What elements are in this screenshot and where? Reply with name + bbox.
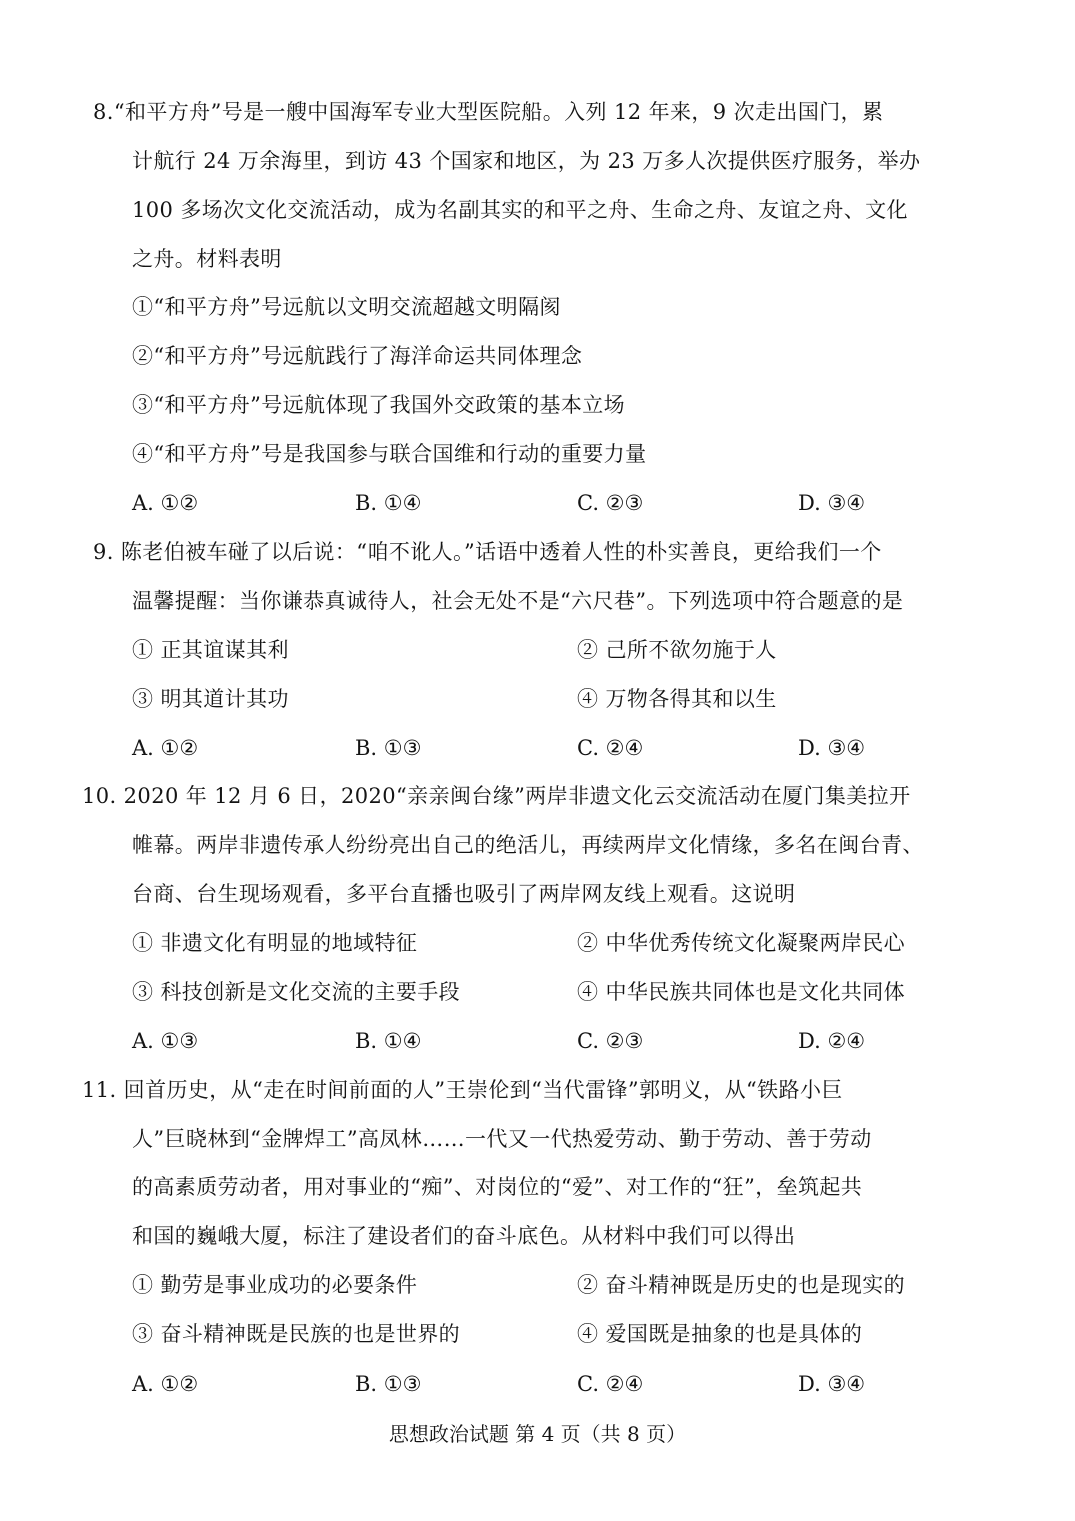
question-9-statement-2: ② 己所不欲勿施于人 [577, 638, 777, 662]
question-9-choice-d[interactable]: D. ③④ [798, 736, 866, 760]
question-8-stem-line: 之舟。材料表明 [132, 247, 282, 271]
page-footer: 思想政治试题 第 4 页（共 8 页） [388, 1422, 687, 1446]
question-11-choice-c[interactable]: C. ②④ [577, 1372, 644, 1396]
question-9-stem-line: 9. 陈老伯被车碰了以后说：“咱不讹人。”话语中透着人性的朴实善良，更给我们一个 [93, 540, 882, 564]
question-11-statement-1: ① 勤劳是事业成功的必要条件 [132, 1273, 418, 1297]
question-11-stem-line: 和国的巍峨大厦，标注了建设者们的奋斗底色。从材料中我们可以得出 [132, 1224, 796, 1248]
question-11-stem-line: 的高素质劳动者，用对事业的“痴”、对岗位的“爱”、对工作的“狂”，垒筑起共 [132, 1175, 863, 1199]
question-8-stem-line: 100 多场次文化交流活动，成为名副其实的和平之舟、生命之舟、友谊之舟、文化 [132, 198, 908, 222]
question-10-statement-4: ④ 中华民族共同体也是文化共同体 [577, 980, 906, 1004]
question-10-statement-2: ② 中华优秀传统文化凝聚两岸民心 [577, 931, 906, 955]
question-9-stem-line: 温馨提醒：当你谦恭真诚待人，社会无处不是“六尺巷”。下列选项中符合题意的是 [132, 589, 904, 613]
question-8-stem-line: 计航行 24 万余海里，到访 43 个国家和地区，为 23 万多人次提供医疗服务，举办 [132, 149, 921, 173]
question-8-choice-b[interactable]: B. ①④ [355, 491, 422, 515]
question-9-choice-b[interactable]: B. ①③ [355, 736, 422, 760]
question-11-statement-4: ④ 爱国既是抽象的也是具体的 [577, 1322, 863, 1346]
question-10-choice-a[interactable]: A. ①③ [132, 1029, 199, 1053]
question-9-choice-c[interactable]: C. ②④ [577, 736, 644, 760]
question-9-statement-4: ④ 万物各得其和以生 [577, 687, 777, 711]
question-8-statement-2: ②“和平方舟”号远航践行了海洋命运共同体理念 [132, 344, 583, 368]
question-10-stem-line: 台商、台生现场观看，多平台直播也吸引了两岸网友线上观看。这说明 [132, 882, 796, 906]
question-10-choice-c[interactable]: C. ②③ [577, 1029, 644, 1053]
question-9-statement-1: ① 正其谊谋其利 [132, 638, 289, 662]
question-10-stem-line: 帷幕。两岸非遗传承人纷纷亮出自己的绝活儿，再续两岸文化情缘，多名在闽台青、 [132, 833, 924, 857]
question-11-statement-2: ② 奋斗精神既是历史的也是现实的 [577, 1273, 906, 1297]
question-8-choice-c[interactable]: C. ②③ [577, 491, 644, 515]
question-8-choice-d[interactable]: D. ③④ [798, 491, 866, 515]
question-8-statement-1: ①“和平方舟”号远航以文明交流超越文明隔阂 [132, 295, 561, 319]
question-11-stem-line: 人”巨晓林到“金牌焊工”高凤林……一代又一代热爱劳动、勤于劳动、善于劳动 [132, 1127, 872, 1151]
question-11-choice-b[interactable]: B. ①③ [355, 1372, 422, 1396]
question-11-choice-a[interactable]: A. ①② [132, 1372, 199, 1396]
question-10-choice-b[interactable]: B. ①④ [355, 1029, 422, 1053]
question-10-choice-d[interactable]: D. ②④ [798, 1029, 866, 1053]
question-11-stem-line: 11. 回首历史，从“走在时间前面的人”王崇伦到“当代雷锋”郭明义，从“铁路小巨 [82, 1078, 843, 1102]
question-10-statement-1: ① 非遗文化有明显的地域特征 [132, 931, 418, 955]
question-9-choice-a[interactable]: A. ①② [132, 736, 199, 760]
question-8-statement-4: ④“和平方舟”号是我国参与联合国维和行动的重要力量 [132, 442, 647, 466]
question-9-statement-3: ③ 明其道计其功 [132, 687, 289, 711]
question-8-statement-3: ③“和平方舟”号远航体现了我国外交政策的基本立场 [132, 393, 626, 417]
question-10-stem-line: 10. 2020 年 12 月 6 日，2020“亲亲闽台缘”两岸非遗文化云交流活动在厦门集美拉开 [82, 784, 911, 808]
question-8-stem-line: 8.“和平方舟”号是一艘中国海军专业大型医院船。入列 12 年来，9 次走出国门，累 [93, 100, 884, 124]
question-11-statement-3: ③ 奋斗精神既是民族的也是世界的 [132, 1322, 461, 1346]
question-11-choice-d[interactable]: D. ③④ [798, 1372, 866, 1396]
question-10-statement-3: ③ 科技创新是文化交流的主要手段 [132, 980, 461, 1004]
question-8-choice-a[interactable]: A. ①② [132, 491, 199, 515]
